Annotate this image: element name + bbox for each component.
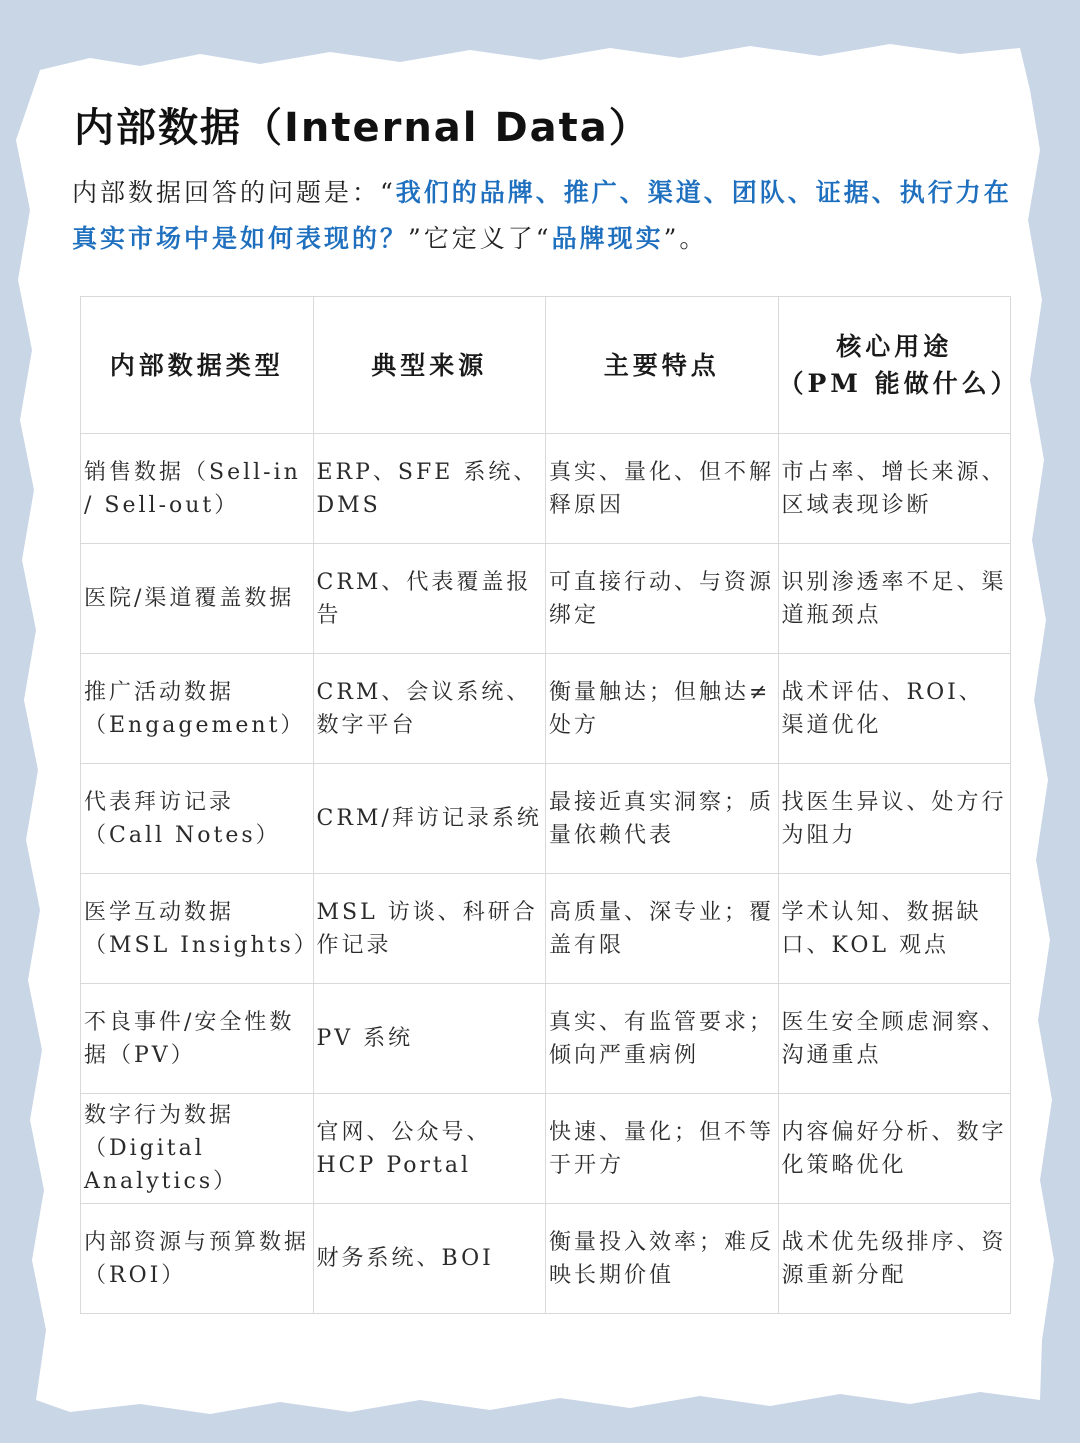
table-cell: 推广活动数据（Engagement） (81, 654, 314, 764)
table-cell: 官网、公众号、HCP Portal (313, 1094, 546, 1204)
intro-close-quote-2: ”。 (663, 224, 708, 253)
table-row (81, 764, 1011, 874)
table-cell: 识别渗透率不足、渠道瓶颈点 (778, 544, 1011, 654)
table-cell: 快速、量化；但不等于开方 (546, 1094, 779, 1204)
table-cell: 医生安全顾虑洞察、沟通重点 (778, 984, 1011, 1094)
table-cell: 医学互动数据（MSL Insights） (81, 874, 314, 984)
table-cell: 战术优先级排序、资源重新分配 (778, 1204, 1011, 1314)
page-title: 内部数据（Internal Data） (74, 105, 651, 151)
header-data-type: 内部数据类型 (81, 297, 314, 434)
table-row (81, 1094, 1011, 1204)
intro-close-quote-defines: ”它定义了 (408, 224, 536, 253)
intro-paragraph (72, 170, 1022, 262)
table-header-row (81, 297, 1011, 434)
intro-highlight-question: 我们的品牌、推广、渠道、团队、证据、执行力在真实市场中是如何表现的？ (72, 178, 1012, 253)
table-cell: 找医生异议、处方行为阻力 (778, 764, 1011, 874)
table-cell: 学术认知、数据缺口、KOL 观点 (778, 874, 1011, 984)
table-cell: 最接近真实洞察；质量依赖代表 (546, 764, 779, 874)
table-cell: 真实、有监管要求；倾向严重病例 (546, 984, 779, 1094)
intro-open-quote: “ (380, 178, 396, 207)
table-cell: CRM、会议系统、数字平台 (313, 654, 546, 764)
table-row (81, 654, 1011, 764)
table-cell: PV 系统 (313, 984, 546, 1094)
table-cell: 衡量触达；但触达≠处方 (546, 654, 779, 764)
table-cell: 高质量、深专业；覆盖有限 (546, 874, 779, 984)
table-cell: 可直接行动、与资源绑定 (546, 544, 779, 654)
table-cell: 财务系统、BOI (313, 1204, 546, 1314)
table-row (81, 874, 1011, 984)
table-cell: CRM、代表覆盖报告 (313, 544, 546, 654)
header-source: 典型来源 (313, 297, 546, 434)
table-cell: 医院/渠道覆盖数据 (81, 544, 314, 654)
intro-open-quote-2: “ (535, 224, 552, 253)
intro-highlight-reality: 品牌现实 (551, 224, 664, 253)
table-cell: 销售数据（Sell-in / Sell-out） (81, 434, 314, 544)
table-row (81, 1204, 1011, 1314)
header-core-use: 核心用途 （PM 能做什么） (778, 297, 1011, 434)
table-row (81, 984, 1011, 1094)
table-cell: 代表拜访记录（Call Notes） (81, 764, 314, 874)
table-cell: 真实、量化、但不解释原因 (546, 434, 779, 544)
table-cell: 市占率、增长来源、区域表现诊断 (778, 434, 1011, 544)
intro-prefix: 内部数据回答的问题是： (72, 178, 381, 207)
header-features: 主要特点 (546, 297, 779, 434)
table-cell: MSL 访谈、科研合作记录 (313, 874, 546, 984)
table-cell: 内容偏好分析、数字化策略优化 (778, 1094, 1011, 1204)
table-cell: 不良事件/安全性数据（PV） (81, 984, 314, 1094)
table-cell: 衡量投入效率；难反映长期价值 (546, 1204, 779, 1314)
table-row (81, 434, 1011, 544)
table-cell: 内部资源与预算数据（ROI） (81, 1204, 314, 1314)
table-cell: CRM/拜访记录系统 (313, 764, 546, 874)
table-cell: ERP、SFE 系统、DMS (313, 434, 546, 544)
table-row (81, 544, 1011, 654)
table-cell: 战术评估、ROI、渠道优化 (778, 654, 1011, 764)
internal-data-table (80, 296, 1020, 1314)
table-cell: 数字行为数据（Digital Analytics） (81, 1094, 314, 1204)
